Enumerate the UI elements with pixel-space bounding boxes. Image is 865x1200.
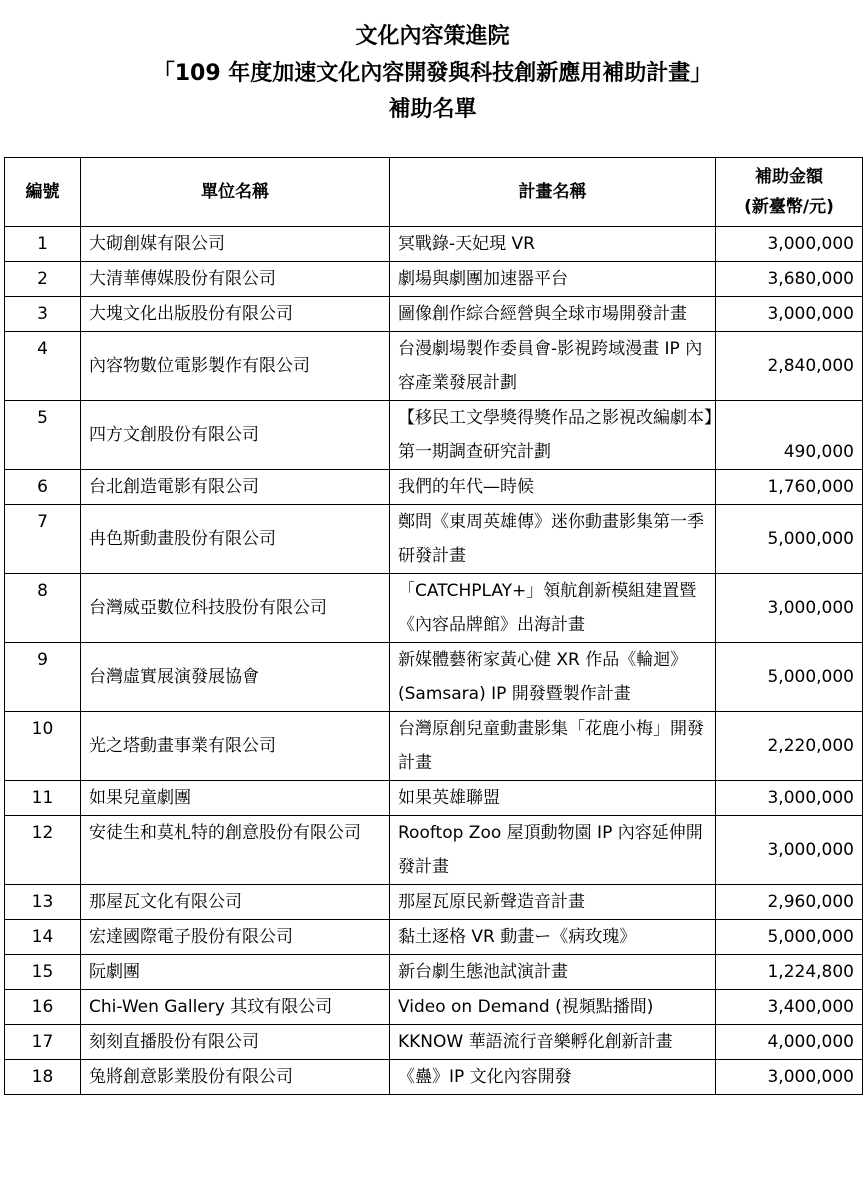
table-row: [5, 920, 863, 955]
row-unit: 宏達國際電子股份有限公司: [81, 920, 390, 955]
row-plan: 那屋瓦原民新聲造音計畫: [390, 885, 716, 920]
row-unit: 四方文創股份有限公司: [81, 401, 390, 470]
table-row: [5, 990, 863, 1025]
row-no: 17: [5, 1025, 81, 1060]
row-plan: 台灣原創兒童動畫影集「花鹿小梅」開發計畫: [390, 712, 716, 781]
row-no: 14: [5, 920, 81, 955]
table-row: [5, 401, 863, 470]
row-amount: 3,680,000: [716, 262, 863, 297]
title-list: 補助名單: [388, 97, 477, 122]
row-unit: 安徒生和莫札特的創意股份有限公司: [81, 816, 390, 885]
title-program: 「109 年度加速文化內容開發與科技創新應用補助計畫」: [152, 61, 713, 86]
row-amount: 4,000,000: [716, 1025, 863, 1060]
row-unit: 冉色斯動畫股份有限公司: [81, 505, 390, 574]
header-no: 編號: [5, 158, 81, 227]
table-header-row: [5, 158, 863, 227]
grant-table: [4, 157, 863, 1095]
row-plan: 新媒體藝術家黃心健 XR 作品《輪迴》(Samsara) IP 開發暨製作計畫: [390, 643, 716, 712]
row-amount: 3,400,000: [716, 990, 863, 1025]
row-no: 13: [5, 885, 81, 920]
header-amount-label: 補助金額: [755, 167, 823, 187]
table-row: [5, 885, 863, 920]
row-unit: 台灣威亞數位科技股份有限公司: [81, 574, 390, 643]
row-no: 1: [5, 227, 81, 262]
row-plan: 劇場與劇團加速器平台: [390, 262, 716, 297]
row-amount: 1,760,000: [716, 470, 863, 505]
row-no: 4: [5, 332, 81, 401]
row-amount: 5,000,000: [716, 505, 863, 574]
row-amount: 5,000,000: [716, 920, 863, 955]
row-amount: 2,840,000: [716, 332, 863, 401]
row-plan: 台漫劇場製作委員會-影視跨域漫畫 IP 內容產業發展計劃: [390, 332, 716, 401]
row-plan: 鄭問《東周英雄傳》迷你動畫影集第一季研發計畫: [390, 505, 716, 574]
row-amount: 2,960,000: [716, 885, 863, 920]
row-unit: 如果兒童劇團: [81, 781, 390, 816]
row-amount: 3,000,000: [716, 816, 863, 885]
row-amount: 3,000,000: [716, 297, 863, 332]
row-amount: 3,000,000: [716, 227, 863, 262]
table-row: [5, 332, 863, 401]
row-plan: Rooftop Zoo 屋頂動物園 IP 內容延伸開發計畫: [390, 816, 716, 885]
row-unit: 那屋瓦文化有限公司: [81, 885, 390, 920]
row-plan: KKNOW 華語流行音樂孵化創新計畫: [390, 1025, 716, 1060]
row-unit: 內容物數位電影製作有限公司: [81, 332, 390, 401]
row-amount: 2,220,000: [716, 712, 863, 781]
table-row: [5, 781, 863, 816]
header-unit: 單位名稱: [81, 158, 390, 227]
row-plan: 《蠱》IP 文化內容開發: [390, 1060, 716, 1095]
row-unit: 台北創造電影有限公司: [81, 470, 390, 505]
table-row: [5, 297, 863, 332]
table-row: [5, 712, 863, 781]
row-amount: 490,000: [716, 401, 863, 470]
table-row: [5, 816, 863, 885]
header-plan: 計畫名稱: [390, 158, 716, 227]
row-plan: 【移民工文學獎得獎作品之影視改編劇本】第一期調查研究計劃: [390, 401, 716, 470]
table-row: [5, 574, 863, 643]
row-unit: 台灣虛實展演發展協會: [81, 643, 390, 712]
row-no: 5: [5, 401, 81, 470]
table-row: [5, 955, 863, 990]
row-no: 16: [5, 990, 81, 1025]
table-row: [5, 1025, 863, 1060]
row-unit: Chi-Wen Gallery 其玟有限公司: [81, 990, 390, 1025]
row-unit: 光之塔動畫事業有限公司: [81, 712, 390, 781]
row-unit: 大清華傳媒股份有限公司: [81, 262, 390, 297]
row-no: 15: [5, 955, 81, 990]
title-org: 文化內容策進院: [355, 24, 510, 49]
row-no: 18: [5, 1060, 81, 1095]
row-no: 7: [5, 505, 81, 574]
row-no: 10: [5, 712, 81, 781]
row-plan: 「CATCHPLAY+」領航創新模組建置暨《內容品牌館》出海計畫: [390, 574, 716, 643]
row-no: 9: [5, 643, 81, 712]
row-plan: 新台劇生態池試演計畫: [390, 955, 716, 990]
row-no: 11: [5, 781, 81, 816]
row-no: 3: [5, 297, 81, 332]
table-row: [5, 643, 863, 712]
row-no: 12: [5, 816, 81, 885]
table-row: [5, 470, 863, 505]
row-no: 8: [5, 574, 81, 643]
row-unit: 大塊文化出版股份有限公司: [81, 297, 390, 332]
row-unit: 阮劇團: [81, 955, 390, 990]
row-plan: 圖像創作綜合經營與全球市場開發計畫: [390, 297, 716, 332]
row-unit: 大砌創媒有限公司: [81, 227, 390, 262]
row-no: 2: [5, 262, 81, 297]
table-row: [5, 505, 863, 574]
row-amount: 5,000,000: [716, 643, 863, 712]
row-plan: 黏土逐格 VR 動畫ー《病玫瑰》: [390, 920, 716, 955]
row-amount: 3,000,000: [716, 574, 863, 643]
table-row: [5, 1060, 863, 1095]
header-amount: [716, 158, 863, 227]
header-amount-currency: (新臺幣/元): [744, 197, 834, 217]
table-row: [5, 227, 863, 262]
table-row: [5, 262, 863, 297]
row-plan: 如果英雄聯盟: [390, 781, 716, 816]
row-unit: 刻刻直播股份有限公司: [81, 1025, 390, 1060]
row-plan: 冥戰錄-天妃現 VR: [390, 227, 716, 262]
row-amount: 1,224,800: [716, 955, 863, 990]
row-amount: 3,000,000: [716, 781, 863, 816]
row-no: 6: [5, 470, 81, 505]
row-amount: 3,000,000: [716, 1060, 863, 1095]
row-unit: 兔將創意影業股份有限公司: [81, 1060, 390, 1095]
row-plan: Video on Demand (視頻點播間): [390, 990, 716, 1025]
row-plan: 我們的年代—時候: [390, 470, 716, 505]
